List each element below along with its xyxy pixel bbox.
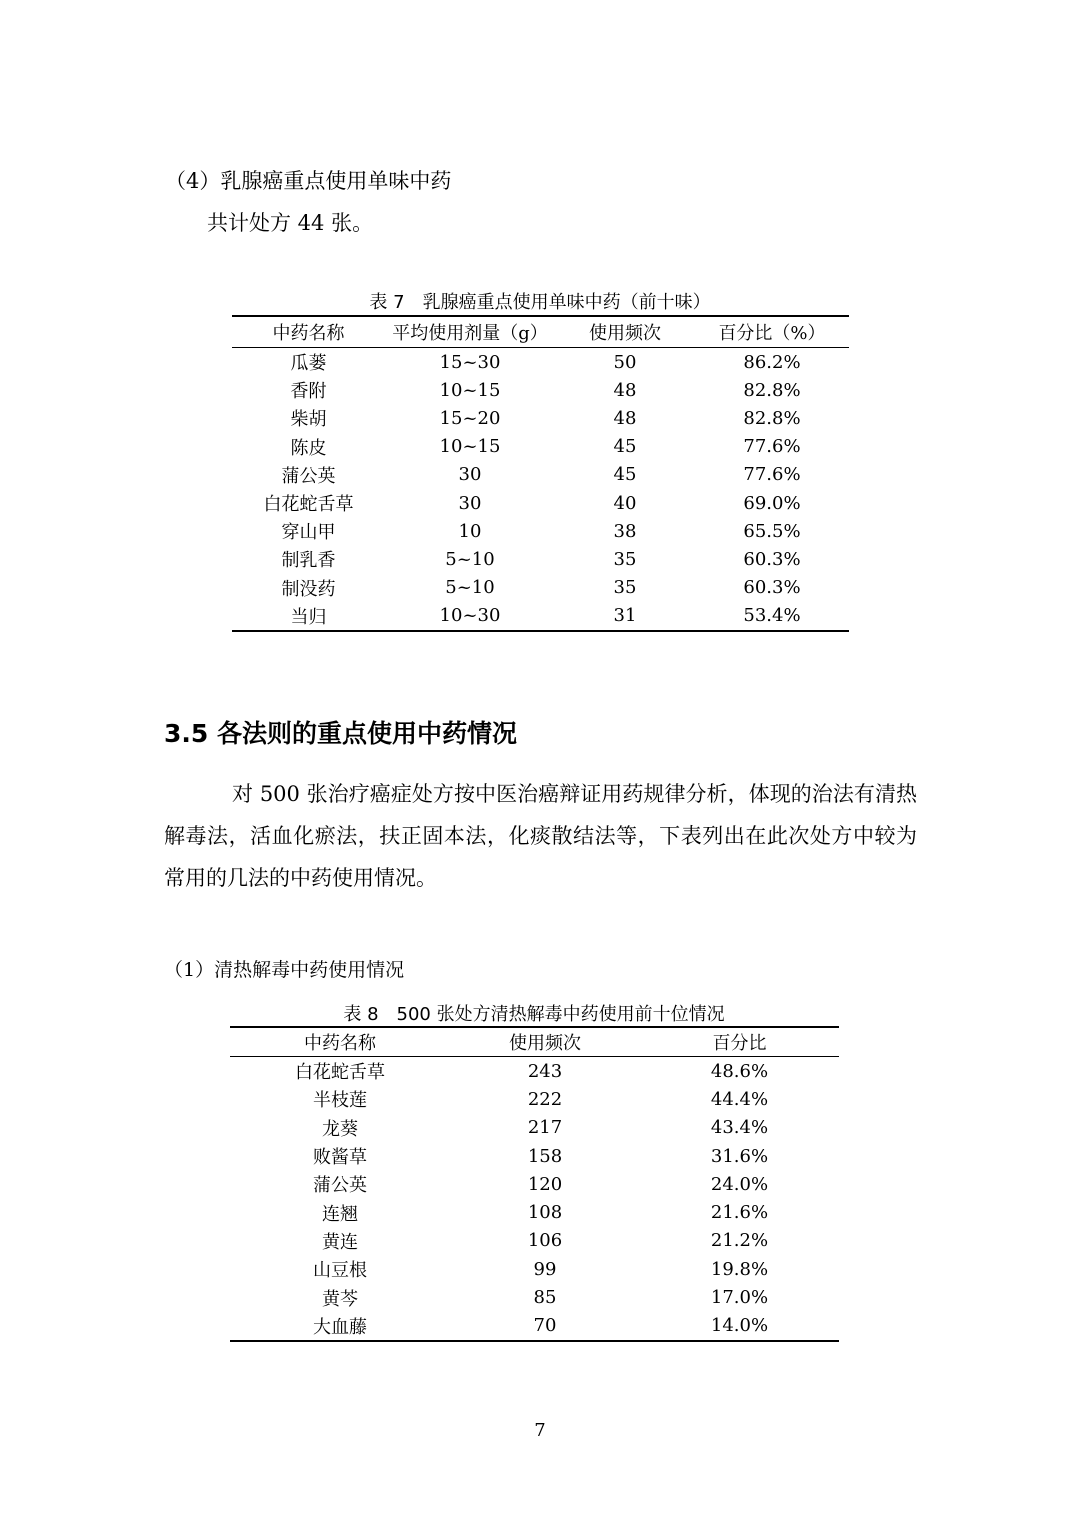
col-header-percent: 百分比 [712, 1033, 767, 1054]
table-row [230, 1114, 839, 1142]
table-cell: 陈皮 [290, 437, 327, 459]
paragraph-text: 对 500 张治疗癌症处方按中医治癌辩证用药规律分析，体现的治法有清热解毒法，活血化瘀法，扶正固本法，化痰散结法等，下表列出在此次处方中较为常用的几法的中药使用情况。 [164, 782, 917, 890]
table-cell: 222 [527, 1088, 563, 1110]
table-row [230, 1227, 839, 1255]
table-cell: 35 [613, 577, 637, 599]
table-cell: 大血藤 [313, 1316, 367, 1338]
table-row [230, 1142, 839, 1170]
table-cell: 当归 [290, 606, 327, 628]
table-cell: 82.8% [743, 407, 801, 429]
table-cell: 108 [527, 1202, 563, 1224]
subsection-4-heading: （4）乳腺癌重点使用单味中药 [165, 169, 452, 193]
table-cell: 65.5% [743, 520, 801, 542]
table-7-caption: 表 7 乳腺癌重点使用单味中药（前十味） [369, 292, 711, 313]
col-header-dose: 平均使用剂量（g） [392, 323, 548, 344]
table-cell: 龙葵 [322, 1118, 358, 1140]
table-cell: 黄连 [322, 1231, 358, 1253]
table-cell: 制乳香 [281, 550, 336, 572]
table-cell: 21.2% [710, 1230, 769, 1252]
table-cell: 85 [533, 1287, 557, 1309]
table-cell: 瓜蒌 [290, 353, 327, 375]
table-cell: 21.6% [710, 1202, 769, 1224]
table-cell: 蒲公英 [281, 465, 336, 487]
table-cell: 黄芩 [322, 1288, 358, 1310]
table-cell: 24.0% [710, 1173, 769, 1195]
table-row [232, 461, 849, 489]
col-header-percent: 百分比（%） [718, 323, 826, 344]
table-cell: 10 [458, 520, 482, 542]
table-cell: 30 [458, 464, 482, 486]
table-cell: 158 [527, 1145, 563, 1167]
table-cell: 山豆根 [313, 1260, 367, 1282]
table-cell: 19.8% [710, 1258, 769, 1280]
table-row [232, 433, 849, 461]
col-header-frequency: 使用频次 [509, 1033, 581, 1054]
table-cell: 白花蛇舌草 [263, 494, 354, 516]
table-cell: 69.0% [743, 492, 801, 514]
table-cell: 60.3% [743, 548, 801, 570]
table-row [232, 348, 849, 377]
table-row [230, 1057, 839, 1086]
table-cell: 120 [527, 1173, 563, 1195]
table-cell: 31.6% [710, 1145, 769, 1167]
table-row [232, 489, 849, 517]
table-row [232, 545, 849, 573]
table-row [230, 1312, 839, 1341]
table-row [230, 1198, 839, 1226]
table-row [230, 1255, 839, 1283]
table-cell: 制没药 [281, 578, 336, 600]
table-cell: 10~15 [439, 379, 501, 401]
table-header-row [232, 316, 849, 348]
table-cell: 5~10 [445, 577, 495, 599]
table-cell: 38 [613, 520, 637, 542]
table-cell: 45 [613, 436, 637, 458]
table-cell: 45 [613, 464, 637, 486]
col-header-name: 中药名称 [304, 1033, 376, 1054]
table-cell: 50 [613, 351, 637, 373]
table-cell: 白花蛇舌草 [295, 1062, 385, 1084]
table-cell: 106 [527, 1230, 563, 1252]
table-row [230, 1170, 839, 1198]
table-cell: 连翘 [322, 1203, 358, 1225]
table-cell: 31 [613, 605, 637, 627]
table-cell: 败酱草 [313, 1147, 367, 1169]
table-cell: 香附 [290, 381, 327, 403]
table-8-caption: 表 8 500 张处方清热解毒中药使用前十位情况 [343, 1004, 725, 1025]
table-cell: 15~20 [439, 407, 501, 429]
table-cell: 14.0% [710, 1315, 769, 1337]
subsection-1-heading: （1）清热解毒中药使用情况 [164, 959, 405, 981]
table-cell: 99 [533, 1258, 557, 1280]
col-header-frequency: 使用频次 [589, 323, 661, 344]
table-cell: 48 [613, 379, 637, 401]
table-cell: 217 [527, 1117, 563, 1139]
table-7 [232, 315, 849, 632]
table-cell: 243 [527, 1060, 563, 1082]
table-row [232, 574, 849, 602]
table-cell: 10~15 [439, 436, 501, 458]
table-cell: 48.6% [710, 1060, 769, 1082]
table-row [232, 602, 849, 631]
table-cell: 77.6% [743, 436, 801, 458]
section-3-5-heading: 3.5 各法则的重点使用中药情况 [164, 719, 517, 748]
table-cell: 53.4% [743, 605, 801, 627]
table-cell: 43.4% [710, 1117, 769, 1139]
prescription-count-note: 共计处方 44 张。 [207, 211, 374, 235]
table-header-row [230, 1027, 839, 1057]
table-cell: 86.2% [743, 351, 801, 373]
col-header-name: 中药名称 [272, 323, 345, 344]
page-number: 7 [534, 1420, 546, 1441]
table-row [232, 517, 849, 545]
table-row [230, 1283, 839, 1311]
table-cell: 60.3% [743, 577, 801, 599]
table-cell: 35 [613, 548, 637, 570]
table-row [232, 376, 849, 404]
table-cell: 40 [613, 492, 637, 514]
table-cell: 44.4% [710, 1088, 769, 1110]
table-cell: 30 [458, 492, 482, 514]
table-cell: 82.8% [743, 379, 801, 401]
section-3-5-paragraph [164, 773, 917, 899]
table-cell: 70 [533, 1315, 557, 1337]
table-8 [230, 1026, 839, 1342]
table-cell: 5~10 [445, 548, 495, 570]
table-row [230, 1085, 839, 1113]
table-cell: 48 [613, 407, 637, 429]
table-cell: 10~30 [439, 605, 501, 627]
table-cell: 半枝莲 [313, 1090, 367, 1112]
table-cell: 15~30 [439, 351, 501, 373]
table-cell: 77.6% [743, 464, 801, 486]
table-cell: 蒲公英 [313, 1175, 367, 1197]
table-cell: 17.0% [710, 1287, 769, 1309]
table-cell: 柴胡 [290, 409, 327, 431]
table-row [232, 404, 849, 432]
table-cell: 穿山甲 [281, 522, 336, 544]
